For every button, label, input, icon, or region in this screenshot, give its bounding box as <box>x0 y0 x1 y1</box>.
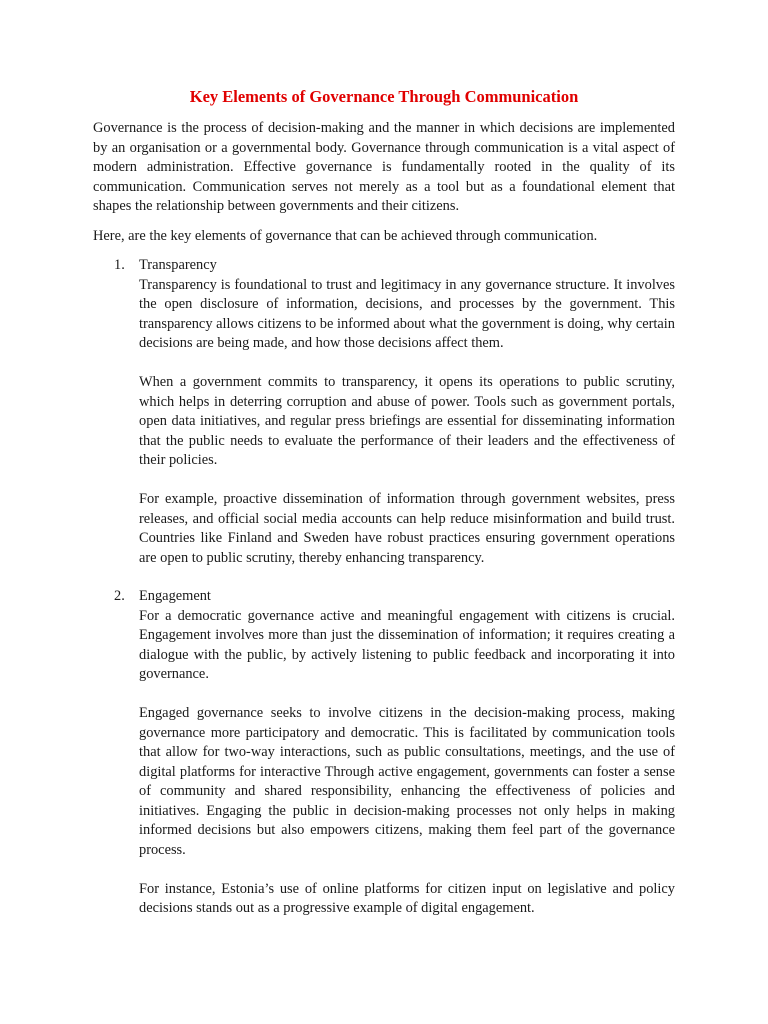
list-item-paragraph: For instance, Estonia’s use of online platforms for citizen input on legislative and policy decisions stands out as a progressive example of digital engagement. <box>139 880 675 916</box>
list-item-number: 1. <box>114 257 125 273</box>
list-item-heading: Transparency <box>139 257 217 273</box>
list-item-heading: Engagement <box>139 588 211 604</box>
list-item-number: 2. <box>114 588 125 604</box>
list-item-paragraph: Engaged governance seeks to involve citizens in the decision-making process, making governance more participatory and democratic. This is facilitated by communication tools that allow for two-way interactions, such as public consultations, meetings, and the use of digital platforms for interactive Through active engagement, governments can foster a sense of community and shared responsibility, enhancing the effectiveness of policies and initiatives. Engaging the public in decision-making processes not only helps in making informed decisions but also empowers citizens, making them feel part of the governance process. <box>139 705 675 858</box>
list-item-paragraph: For a democratic governance active and meaningful engagement with citizens is crucial. Engagement involves more than just the dissemination of information; it requires creating a dialogue with the public, by actively listening to public feedback and incorporating it into governance. <box>139 607 675 682</box>
list-item-engagement <box>93 587 675 919</box>
list-item-paragraph: Transparency is foundational to trust and legitimacy in any governance structure. It involves the open disclosure of information, decisions, and processes by the government. This transparency allows citizens to be informed about what the government is doing, why certain decisions are being made, and how those decisions affect them. <box>139 276 675 351</box>
intro-paragraph: Governance is the process of decision-making and the manner in which decisions are implemented by an organisation or a governmental body. Governance through communication is a vital aspect of modern administration. Effective governance is fundamentally rooted in the quality of its communication. Communication serves not merely as a tool but as a foundational element that shapes the relationship between governments and their citizens. <box>93 120 675 214</box>
key-elements-list <box>93 256 675 919</box>
list-item-paragraph: When a government commits to transparency, it opens its operations to public scrutiny, which helps in deterring corruption and abuse of power. Tools such as government portals, open data initiatives, and regular press briefings are essential for disseminating information that the public needs to evaluate the performance of their leaders and the effectiveness of their policies. <box>139 374 675 468</box>
document-title: Key Elements of Governance Through Communication <box>189 87 579 106</box>
lead-paragraph: Here, are the key elements of governance that can be achieved through communication. <box>93 227 598 244</box>
list-item-transparency <box>93 256 675 568</box>
document-page <box>93 86 675 938</box>
list-item-paragraph: For example, proactive dissemination of information through government websites, press releases, and official social media accounts can help reduce misinformation and build trust. Countries like Finland and Sweden have robust practices ensuring government operations are open to public scrutiny, thereby enhancing transparency. <box>139 491 675 566</box>
